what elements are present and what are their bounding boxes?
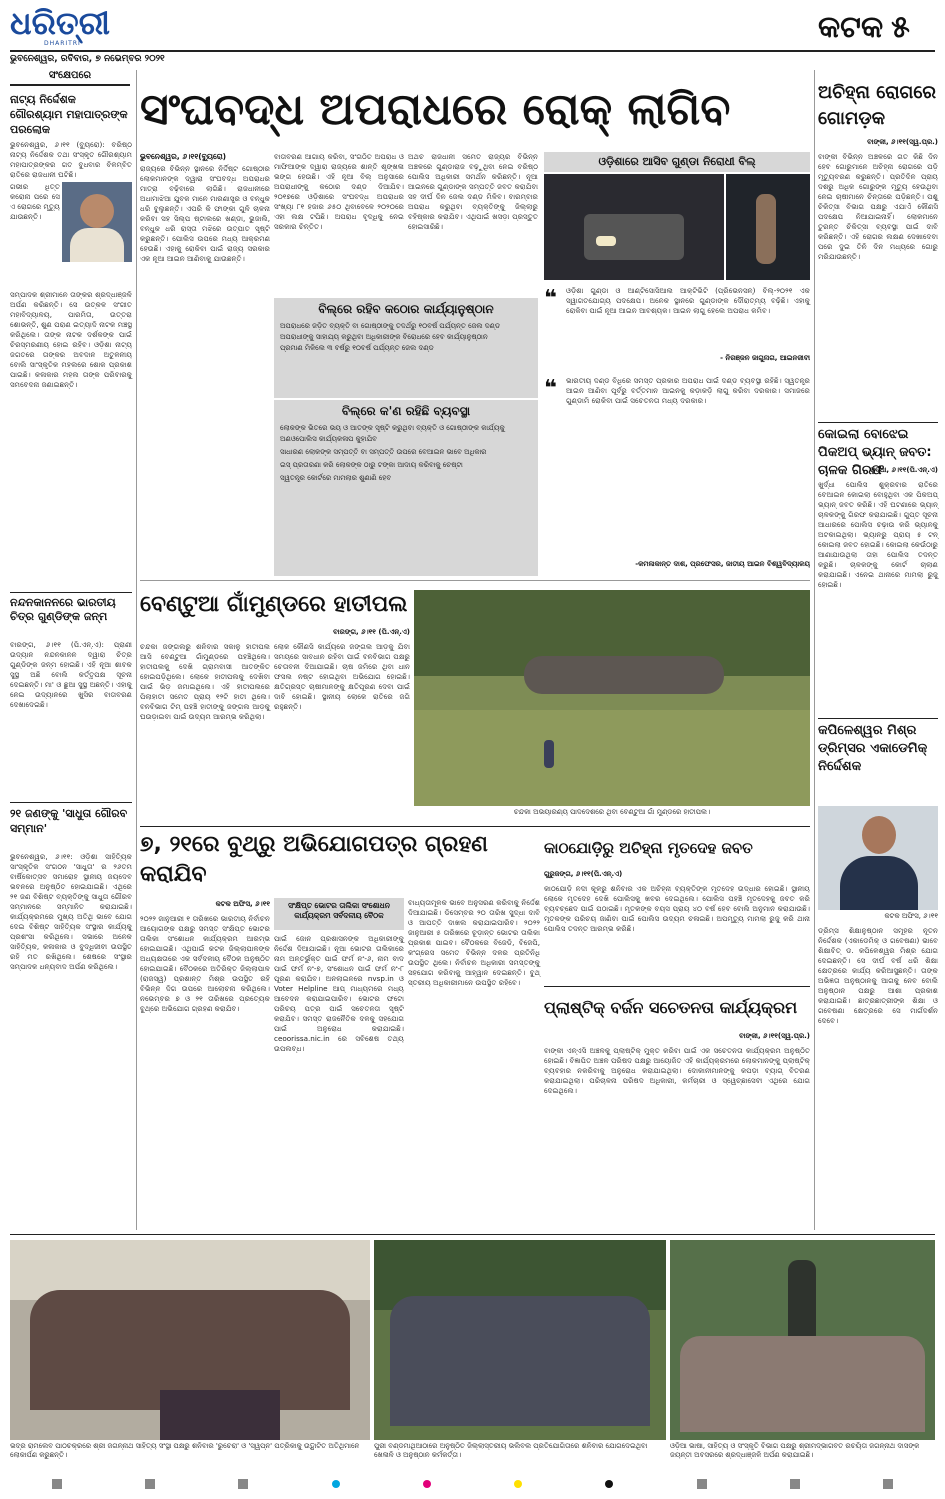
obituary-photo xyxy=(62,182,132,262)
middle-divider xyxy=(140,826,810,827)
booth-headline: ୭, ୨୧ରେ ବୁଥ୍‌ରୁ ଅଭିଯୋଗପତ୍ର ଗ୍ରହଣ କରାଯିବ xyxy=(140,832,488,887)
lead-headline: ସଂଘବଦ୍ଧ ଅପରାଧରେ ରୋକ୍ ଲାଗିବ xyxy=(140,84,731,135)
section-title: କଟକ xyxy=(818,9,884,45)
registration-mark xyxy=(697,1479,707,1489)
booth-sub-box: ସଂକ୍ଷିପ୍ତ ଭୋଟର ତାଲିକା ସଂଶୋଧନ କାର୍ଯ୍ୟକ୍ରମ ସର୍ବଦଳୀୟ ବୈଠକ xyxy=(274,898,404,930)
team-group xyxy=(390,1296,650,1426)
portrait-figure xyxy=(80,194,114,228)
right-mid-headline: କୋଇଲା ବୋଝେଇ ପିକଅପ୍ ଭ୍ୟାନ୍ ଜବତ: ଚାଳକ ଗିରଫ xyxy=(818,427,932,478)
lead-col1: ରାଜ୍ୟରେ ବିଭିନ୍ନ ସ୍ଥାନରେ ନିର୍ଦ୍ଦିଷ୍ଟ ଗୋଷ୍ଠୀର ଲୋକମାନଙ୍କ ଦ୍ୱାରା ସଂଘବଦ୍ଧ ଅପରାଧର ମାତ୍ରା ବଢ଼ିବାରେ ଲାଗିଛି। ରାଜଧାନୀରେ ଅଧାମାଝିଆ ଯୁବକ ମାନେ ମାରଣାସ୍ତ୍ର ଓ ବନ୍ଧୁକ ଧରି ବୁଲୁଛନ୍ତି। ଏପରି କି ଫାଙ୍କା ଗୁଳି ଚାଳନା କରିବା ସହ ସିଲ୍ପ ଷ୍ଟାଲରେ ଖଣ୍ଡା, ଭୁଜାଲି, ବନ୍ଧୁକ ଧରି ରାସ୍ତା ମଝିରେ ଉତ୍ପାତ ସୃଷ୍ଟି କରୁଛନ୍ତି। ପୋଲିସ ଉପରେ ମଧ୍ୟ ଆକ୍ରମଣ ହେଉଛି। ଏହାକୁ ରୋକିବା ପାଇଁ ରାଜ୍ୟ ସରକାର ଏକ ନୂଆ ଆଇନ ଆଣିବାକୁ ଯାଉଛନ୍ତି। xyxy=(140,164,270,263)
elephant-caption: ଚନ୍ଦକା ଅଭୟାରଣ୍ୟ ପାଦଦେଶରେ ଥିବା ବେଣ୍ଟୁଆ ଗାଁ ମୁଣ୍ଡରେ ହାତୀପଲ। xyxy=(513,808,711,816)
director-head xyxy=(862,816,896,854)
right-low-divider xyxy=(818,718,938,719)
section-name xyxy=(818,8,938,46)
event-photo-3 xyxy=(670,1240,935,1440)
lead-dateline: ଭୁବନେଶ୍ୱର, ୬।୧୧(ବ୍ୟୁରୋ) xyxy=(140,152,227,161)
dateline: ଭୁବନେଶ୍ୱର, ରବିବାର, ୭ ନଭେମ୍ବର ୨୦୨୧ xyxy=(10,54,165,64)
katha-body: କାଠଯୋଡ଼ି ନଦୀ କୂଳରୁ ଶନିବାର ଏକ ଅଚିହ୍ନା ବ୍ୟକ୍ତିଙ୍କ ମୃତଦେହ ଉଦ୍ଧାର ହୋଇଛି। ସ୍ଥାନୀୟ ଲୋକେ ମୃତଦେହ ଦେଖି ପୋଲିସକୁ ଖବର ଦେଇଥିଲେ। ପୋଲିସ ପହଞ୍ଚି ମୃତଦେହକୁ ଜବତ କରି ବ୍ୟବଚ୍ଛେଦ ପାଇଁ ପଠାଇଛି। ମୃତକଙ୍କ ବୟସ ପ୍ରାୟ ୪୦ ବର୍ଷ ହେବ ବୋଲି ଅନୁମାନ କରାଯାଉଛି। ମୃତକଙ୍କ ପରିଚୟ ଜାଣିବା ପାଇଁ ପୋଲିସ ଉଦ୍ୟମ ଚଳାଇଛି। ଅପମୃତ୍ୟୁ ମାମଲା ରୁଜୁ କରି ଥାନା ପୋଲିସ ତଦନ୍ତ ଆରମ୍ଭ କରିଛି। xyxy=(544,884,810,933)
logo xyxy=(10,4,130,48)
portrait-shirt xyxy=(70,228,124,262)
box1-item: ଅପରାଧୀଙ୍କୁ ସାହାଯ୍ୟ କରୁଥିବା ଅଧିକାରୀଙ୍କ ବିରୋଧରେ ହେବ କାର୍ଯ୍ୟାନୁଷ୍ଠାନ xyxy=(280,333,488,341)
brief2-headline: ନନ୍ଦନକାନନରେ ଭାରତୀୟ ଚିତ୍ର ଗୁଣ୍ଡିଙ୍କ ଜନ୍ମ xyxy=(10,596,116,623)
quote2-text: ଭାରତୀୟ ଦଣ୍ଡ ବିଧିରେ ସମସ୍ତ ପ୍ରକାର ଅପରାଧ ପାଇଁ ଦଣ୍ଡ ବ୍ୟବସ୍ଥା ରହିଛି। ସ୍ୱତନ୍ତ୍ର ଆଇନ ଆଣିବା ପୂର୍ବରୁ ବର୍ତ୍ତମାନ ଆଇନକୁ କଡ଼ାକଡ଼ି ଲାଗୁ କରିବା ଦରକାର। ସମାଜରେ ଗୁଣ୍ଡାମି ରୋକିବା ପାଇଁ ସଚେତନତା ମଧ୍ୟ ଦରକାର। xyxy=(566,376,810,405)
logo-wordmark: ଧରିତ୍ରୀ xyxy=(10,4,110,42)
photo-caption-2: ପୁରୀ ବଣ୍ଡମାଥିଆଠାରେ ଅନୁଷ୍ଠିତ ଜିଲ୍ଲାସ୍ତରୀୟ ଭଲିବଲ ପ୍ରତିଯୋଗିତାରେ ଶନିବାର ଯୋଗଦେଇଥିବା ଖେଳାଳି ଓ ଅନୁଷ୍ଠାନ କର୍ମକର୍ତ୍ତା। xyxy=(374,1442,648,1459)
brief-body-top: ଭୁବନେଶ୍ୱର, ୬।୧୧ (ବ୍ୟୁରୋ): ବରିଷ୍ଠ ନାଟ୍ୟ ନିର୍ଦ୍ଦେଶକ ତଥା ସଂସ୍କୃତ ଗୌରଶ୍ୟାମ ମହାପାତ୍ରଙ୍କର ଗତ ବୁଧବାର ବିଳମ୍ବିତ ରାତିରେ ରାଜଧାନୀ ଘଟିଛି। xyxy=(10,140,132,179)
cyan-mark xyxy=(332,1480,340,1488)
brief3-divider xyxy=(10,802,132,803)
right-low-body: ଡ୍ରିମ୍ସ ଶିକ୍ଷାନୁଷ୍ଠାନ ସମୂହର ନୂତନ ନିର୍ଦ୍ଦେଶକ (ଏକାଡେମିକ୍ ଓ ଗବେଷଣା) ଭାବେ ଶିକ୍ଷାବିତ୍ ଡ. କପିଳେଶ୍ୱର ମିଶ୍ର ଯୋଗ ଦେଇଛନ୍ତି। ସେ ଦୀର୍ଘ ବର୍ଷ ଧରି ଶିକ୍ଷା କ୍ଷେତ୍ରରେ କାର୍ଯ୍ୟ କରିଆସୁଛନ୍ତି। ତାଙ୍କ ଅଭିଜ୍ଞତା ଅନୁଷ୍ଠାନକୁ ଆଗକୁ ନେବ ବୋଲି ଅନୁଷ୍ଠାନ ପକ୍ଷରୁ ଆଶା ପ୍ରକାଶ କରାଯାଇଛି। ଛାତ୍ରଛାତ୍ରୀଙ୍କ ଶିକ୍ଷା ଓ ଗବେଷଣା କ୍ଷେତ୍ରରେ ସେ ମାର୍ଗଦର୍ଶନ ଦେବେ। xyxy=(818,926,938,1025)
table-cloth xyxy=(160,1390,280,1440)
registration-mark xyxy=(790,1479,800,1489)
lead-photo-right xyxy=(726,174,810,280)
plastic-dateline: ବାଙ୍କୀ, ୬।୧୧(ସ୍ୱ.ପ୍ର.) xyxy=(739,1032,810,1040)
black-mark xyxy=(605,1480,613,1488)
katha-dateline: ଗୁରୁଜଙ୍ଗ, ୬।୧୧(ପି.ଏନ୍.ଏ) xyxy=(544,870,623,878)
brief3-headline: ୨୧ ଜଣଙ୍କୁ 'ସାଧୁତା ଗୌରବ ସମ୍ମାନ' xyxy=(10,807,128,835)
director-photo-caption: କଟକ ଅଫିସ, ୬।୧୧ xyxy=(884,912,938,920)
plastic-divider xyxy=(544,986,810,987)
right-low-headline: କପିଳେଶ୍ୱର ମିଶ୍ର ଡ୍ରିମ୍ସର ଏକାଡେମିକ୍ ନିର୍ଦ୍ଦେଶକ xyxy=(818,723,928,774)
logo-english: DHARITRI xyxy=(44,40,81,47)
brief-body-bottom: ସମ୍ପାଦକ ଶ୍ରୀମାନେ ତାଙ୍କର ଶ୍ରଦ୍ଧାଞ୍ଜଳି ଅର୍ପଣ କରିଛନ୍ତି। ସେ ଉତ୍କଳ ସଂଗୀତ ମହାବିଦ୍ୟାଳୟ, ପାରମିତା, ଉତ୍ତରା ଶୋଭନ୍ତି, ଶୁଣ ପରାଣ ଇତ୍ୟାଦି ନାଟକ ମଞ୍ଚସ୍ଥ କରିଥିଲେ। ତାଙ୍କ ନାଟକ ଦର୍ଶକଙ୍କ ପାଇଁ ଚିରସ୍ମରଣୀୟ ହୋଇ ରହିବ। ଓଡ଼ିଶା ନାଟ୍ୟ ଜଗତରେ ତାଙ୍କର ଅବଦାନ ଅତୁଳନୀୟ ବୋଲି ସାଂସ୍କୃତିକ ମହଲରେ ଶୋକ ପ୍ରକାଶ ପାଇଛି। କଳାକାର ମହଲ ତାଙ୍କ ପରିବାରକୁ ସମବେଦନା ଜଣାଇଛନ୍ତି। xyxy=(10,290,132,389)
event-photo-1 xyxy=(10,1240,370,1440)
right-mid-divider xyxy=(818,422,938,423)
elephant-body: ଚନ୍ଦକା ଜଙ୍ଗଲରୁ ଶନିବାର ସକାଳୁ ହାତୀପଲ ଆସି ବେଣ୍ଟୁଆ ଗାଁମୁଣ୍ଡରେ ପହଞ୍ଚିଥିଲେ। ହାତୀପଲକୁ ଦେଖି ଗ୍ରାମବାସୀ ଆତଙ୍କିତ ହୋଇପଡ଼ିଥିଲେ। ଲୋକେ ହାତୀପଲକୁ ଦେଖିବା ପାଇଁ ଭିଡ଼ ଜମାଇଥିଲେ। ଏହି ହାତୀପଲରେ ପିଲାହାତୀ ସମେତ ପ୍ରାୟ ୧୨ଟି ହାତୀ ଥିଲେ। ବନବିଭାଗ ଟିମ୍ ପହଞ୍ଚି ହାତୀଙ୍କୁ ଜଙ୍ଗଲ ଆଡ଼କୁ ଘଉଡ଼ାଇବା ପାଇଁ ଉଦ୍ୟମ ଆରମ୍ଭ କରିଥିଲା। xyxy=(140,642,270,721)
page-number: ୫ xyxy=(891,9,910,45)
headlight-glow xyxy=(596,236,616,246)
quote1-attribution: - ନିରଞ୍ଜନ ଜାଗୁନାଗ, ଆଇନଜୀବୀ xyxy=(720,354,810,362)
director-photo xyxy=(818,806,938,910)
registration-mark xyxy=(52,1479,62,1489)
lead-photo-left xyxy=(544,174,724,280)
brief2-body: ବାରଙ୍ଗ, ୬।୧୧ (ପି.ଏନ୍.ଏ): ପ୍ରାଣୀ ଉଦ୍ୟାନ ନନ୍ଦନକାନନ ଦ୍ୱାରା ଚିତ୍ର ଗୁଣ୍ଡିଙ୍କ ଜନ୍ମ ହୋଇଛି। ଏହି ନୂଆ ଶାବକ ସୁସ୍ଥ ଅଛି ବୋଲି କର୍ତ୍ତୃପକ୍ଷ ସୂଚନା ଦେଇଛନ୍ତି। ମା' ଓ ଛୁଆ ସୁସ୍ଥ ଅଛନ୍ତି। ଏହାକୁ ନେଇ ଉଦ୍ୟାନରେ ଖୁସିର ବାତାବରଣ ଦେଖାଦେଇଛି। xyxy=(10,640,132,709)
right-top-body: ବାଙ୍କୀ ବିଭିନ୍ନ ଅଞ୍ଚଳରେ ଗତ କିଛି ଦିନ ହେବ ଗୋରୁମାନେ ଅଚିହ୍ନା ରୋଗରେ ପଡ଼ି ମୃତ୍ୟୁବରଣ କରୁଛନ୍ତି। ପ୍ରତିଦିନ ପ୍ରାୟ ଦଶରୁ ଅଧିକ ଗୋରୁଙ୍କ ମୃତ୍ୟୁ ହେଉଥିବା ନେଇ ଚାଷୀମାନେ ଚିନ୍ତାରେ ପଡ଼ିଛନ୍ତି। ପଶୁ ଚିକିତ୍ସା ବିଭାଗ ପକ୍ଷରୁ ଏଯାଏଁ କୌଣସି ପଦକ୍ଷେପ ନିଆଯାଇନାହିଁ। ଲୋକମାନେ ତୁରନ୍ତ ଚିକିତ୍ସା ବ୍ୟବସ୍ଥା ପାଇଁ ଦାବି କରିଛନ୍ତି। ଏହି ରୋଗର ଲକ୍ଷଣ ଦେଖାଦେବା ପରେ ଦୁଇ ତିନି ଦିନ ମଧ୍ୟରେ ଗୋରୁ ମରିଯାଉଛନ୍ତି। xyxy=(818,152,938,261)
registration-mark xyxy=(238,1479,248,1489)
right-column-rule xyxy=(814,70,815,1230)
booth-col2: ପାଇଁ ଜୋନ ପ୍ରଶାସନଙ୍କ ଅଧିକାରୀଙ୍କୁ ନିର୍ଦ୍ଦେଶ ଦିଆଯାଇଛି। ନୂଆ ଭୋଟର ତାଲିକାରେ ନାମ ଅନ୍ତର୍ଭୁକ୍ତ ପାଇଁ ଫର୍ମ ନଂ-୬, ନାମ ବାଦ ପାଇଁ ଫର୍ମ ନଂ-୭, ସଂଶୋଧନ ପାଇଁ ଫର୍ମ ନଂ-୮ ପୂରଣ କରାଯିବ। ଅନଲାଇନରେ nvsp.in ଓ Voter Helpline ଆପ୍ ମାଧ୍ୟମରେ ମଧ୍ୟ ଆବେଦନ କରାଯାଇପାରିବ। ଭୋଟର ଫଟୋ ପରିଚୟ ପତ୍ର ପାଇଁ ସଚେତନତା ସୃଷ୍ଟି କରାଯିବ। ସମସ୍ତ ରାଜନୈତିକ ଦଳକୁ ସହଯୋଗ ପାଇଁ ଅନୁରୋଧ କରାଯାଇଛି। ceoorissa.nic.in ରେ ସବିଶେଷ ତଥ୍ୟ ଉପଲବ୍ଧ। xyxy=(274,934,404,1053)
quote2-mark: ❝ xyxy=(544,376,557,401)
elephant-photo xyxy=(414,590,810,806)
visitors-group xyxy=(680,1336,925,1432)
booth-dateline: କଟକ ଅଫିସ, ୬।୧୧ xyxy=(215,900,270,908)
registration-mark xyxy=(145,1479,155,1489)
brief-headline: ନାଟ୍ୟ ନିର୍ଦ୍ଦେଶକ ଗୌରଶ୍ୟାମ ମହାପାତ୍ରଙ୍କ ପରଲୋକ xyxy=(10,93,128,136)
box2-item: ସ୍ୱତନ୍ତ୍ର କୋର୍ଟରେ ମାମଲାର ଶୁଣାଣି ହେବ xyxy=(280,474,392,482)
left-column-rule xyxy=(136,70,137,1230)
elephant-headline: ବେଣ୍ଟୁଆ ଗାଁମୁଣ୍ଡରେ ହାତୀପଲ xyxy=(140,592,408,617)
brief-divider xyxy=(10,592,132,593)
plastic-body: ବାଙ୍କୀ ଏନ୍‌ଏସି ଅଞ୍ଚଳକୁ ପ୍ଲାଷ୍ଟିକ୍ ମୁକ୍ତ କରିବା ପାଇଁ ଏକ ସଚେତନତା କାର୍ଯ୍ୟକ୍ରମ ଅନୁଷ୍ଠିତ ହୋଇଛି। ବିଜ୍ଞାପିତ ଅଞ୍ଚଳ ପରିଷଦ ପକ୍ଷରୁ ଆୟୋଜିତ ଏହି କାର୍ଯ୍ୟକ୍ରମରେ ଲୋକମାନଙ୍କୁ ପ୍ଲାଷ୍ଟିକ୍ ବ୍ୟବହାର ନକରିବାକୁ ଅନୁରୋଧ କରାଯାଇଥିଲା। ଦୋକାନୀମାନଙ୍କୁ କପଡ଼ା ବ୍ୟାଗ୍ ବିତରଣ କରାଯାଇଥିଲା। ପରିଚାଳନା ପରିଷଦ ଅଧିକାରୀ, କର୍ମଚାରୀ ଓ ସ୍ୱେଚ୍ଛାସେବୀ ଏଥିରେ ଯୋଗ ଦେଇଥିଲେ। xyxy=(544,1046,810,1095)
box1-item: ଅପରାଧରେ ଜଡ଼ିତ ବ୍ୟକ୍ତି ବା ଗୋଷ୍ଠୀଙ୍କୁ ତଦର୍ଥରୁ ୧୦ବର୍ଷ ପର୍ଯ୍ୟନ୍ତ ଜେଲ ଦଣ୍ଡ xyxy=(280,322,501,330)
lead-box2 xyxy=(274,400,538,576)
elephant-herd xyxy=(524,656,724,694)
magenta-mark xyxy=(423,1480,431,1488)
katha-headline: କାଠଯୋଡ଼ିରୁ ଅଚିହ୍ନା ମୃତଦେହ ଜବତ xyxy=(544,839,753,857)
booth-col1: ୨୦୨୨ ଜାନୁଆରୀ ୧ ତାରିଖରେ ଭାରତୀୟ ନିର୍ବାଚନ ଆୟୋଗଙ୍କ ପକ୍ଷରୁ ସମସ୍ତ ସଂକ୍ଷିପ୍ତ ଭୋଟର ତାଲିକା ସଂଶୋଧନ କାର୍ଯ୍ୟକ୍ରମ ଆରମ୍ଭ ହୋଇଯାଇଛି। ଏଥିପାଇଁ କଟକ ଜିଲ୍ଲାପାଳଙ୍କ ଅଧ୍ୟକ୍ଷତାରେ ଏକ ସର୍ବଦଳୀୟ ବୈଠକ ଅନୁଷ୍ଠିତ ହୋଇଯାଇଛି। ବୈଠକରେ ଅତିରିକ୍ତ ଜିଲ୍ଲାପାଳ (ରାଜସ୍ୱ) ପ୍ରଶାନ୍ତ ମିଶ୍ର ଉପସ୍ଥିତ ରହି ବିଭିନ୍ନ ଦିଗ ଉପରେ ଆଲୋଚନା କରିଥିଲେ। ନଭେମ୍ବର ୭ ଓ ୨୧ ତାରିଖରେ ପ୍ରତ୍ୟେକ ବୁଥ୍‌ରେ ଅଭିଯୋଗ ଗ୍ରହଣ କରାଯିବ। xyxy=(140,914,270,1013)
box2-item: ଲୋକଙ୍କ ଭିତରେ ଭୟ ଓ ଆତଙ୍କ ସୃଷ୍ଟି କରୁଥିବା ବ୍ୟକ୍ତି ଓ ଗୋଷ୍ଠୀଙ୍କ କାର୍ଯ୍ୟକୁ ଅଣଓପୋଲିସ କାର୍ଯ୍ୟକଳାପ କୁହାଯିବ xyxy=(280,424,505,443)
quote1-mark: ❝ xyxy=(544,286,557,311)
lead-kicker: ଓଡ଼ିଶାରେ ଆସିବ ଗୁଣ୍ଡା ନିରୋଧୀ ବିଲ୍ xyxy=(544,152,810,172)
quote1-text: ଓଡ଼ିଶା ଗୁଣ୍ଡା ଓ ଆଣ୍ଟିସୋସିଆଲ ଆକ୍ଟିଭିଟି (ପ୍ରିଭେନସନ୍) ବିଲ୍-୨୦୨୧ ଏକ ସ୍ୱାଗତଯୋଗ୍ୟ ପଦକ୍ଷେପ। ଅନେକ ସ୍ଥାନରେ ଗୁଣ୍ଡାଙ୍କ ଦୌରାତ୍ମ୍ୟ ବଢ଼ିଛି। ଏହାକୁ ରୋକିବା ପାଇଁ ନୂଆ ଆଇନ ଆବଶ୍ୟକ। ଆଇନ ଲାଗୁ ହେଲେ ଅପରାଧ କମିବ। xyxy=(566,286,810,315)
field xyxy=(414,710,810,806)
elephant-dateline: ବାରଙ୍ଗ, ୬।୧୧ (ପି.ଏନ୍.ଏ) xyxy=(333,628,410,636)
print-registration-strip xyxy=(10,1476,935,1492)
box2-item: ସାଧାରଣ ଲୋକଙ୍କ ସମ୍ପତ୍ତି ବା ସମ୍ପତ୍ତି ଉପରେ ବେଆଇନ ଭାବେ ଅଧିକାର xyxy=(280,448,487,456)
brief3-body: ଭୁବନେଶ୍ୱର, ୬।୧୧: ଓଡ଼ିଶା ସାହିତ୍ୟିକ ସାଂସ୍କୃତିକ ସଂଗଠନ 'ସାଧୁତା' ର ୨୬ତମ ବାର୍ଷିକୋତ୍ସବ ସମାରୋହ ସ୍ଥାନୀୟ ଜୟଦେବ ଭବନରେ ଅନୁଷ୍ଠିତ ହୋଇଯାଇଛି। ଏଥିରେ ୨୧ ଜଣ ବିଶିଷ୍ଟ ବ୍ୟକ୍ତିଙ୍କୁ ସାଧୁତା ଗୌରବ ସମ୍ମାନରେ ସମ୍ମାନିତ କରାଯାଇଛି। କାର୍ଯ୍ୟକ୍ରମରେ ମୁଖ୍ୟ ଅତିଥି ଭାବେ ଯୋଗ ଦେଇ ବିଶିଷ୍ଟ ସାହିତ୍ୟିକ ସଂସ୍ଥାର କାର୍ଯ୍ୟକୁ ପ୍ରଶଂସା କରିଥିଲେ। ସଭାରେ ଅନେକ ସାହିତ୍ୟିକ, କଳାକାର ଓ ବୁଦ୍ଧିଜୀବୀ ଉପସ୍ଥିତ ରହି ମତ ରଖିଥିଲେ। ଶେଷରେ ସଂସ୍ଥାର ସମ୍ପାଦକ ଧନ୍ୟବାଦ ଅର୍ପଣ କରିଥିଲେ। xyxy=(10,852,132,971)
quote2-attribution: -କମଳାକାନ୍ତ ଦାଶ, ପ୍ରଫେସର, ଜାତୀୟ ଆଇନ ବିଶ୍ୱବିଦ୍ୟାଳୟ xyxy=(635,560,810,568)
boy-figure xyxy=(544,740,554,768)
box1-title: ବିଲ୍‌ରେ ରହିବ କଠୋର କାର୍ଯ୍ୟାନୁଷ୍ଠାନ xyxy=(318,302,494,316)
lead-box1 xyxy=(274,298,538,398)
registration-mark xyxy=(883,1479,893,1489)
brief-body-side: ଗଭୀର ଧିତ୍ତ କରୋନା ପରେ ସେ ଏ ରୋଗରେ ମୃତ୍ୟୁ ଯାଉଛନ୍ତି। xyxy=(10,182,60,221)
photo-band-rule xyxy=(10,1234,935,1235)
booth-col3: ବାଧ୍ୟତାମୂଳକ ଭାବେ ଅନୁସରଣ କରିବାକୁ ନିର୍ଦ୍ଦେଶ ଦିଆଯାଇଛି। ଡିସେମ୍ବର ୨୦ ତାରିଖ ସୁଦ୍ଧା ଦାବି ଓ ଆପତ୍ତି ଦାଖଲ କରାଯାଇପାରିବ। ୨୦୨୨ ଜାନୁଆରୀ ୫ ତାରିଖରେ ଚୂଡ଼ାନ୍ତ ଭୋଟର ତାଲିକା ପ୍ରକାଶ ପାଇବ। ବୈଠକରେ ବିଜେଡି, ବିଜେପି, କଂଗ୍ରେସ ସମେତ ବିଭିନ୍ନ ଦଳର ପ୍ରତିନିଧି ଉପସ୍ଥିତ ଥିଲେ। ନିର୍ବାଚନ ଅଧିକାରୀ ସମସ୍ତଙ୍କୁ ସହଯୋଗ କରିବାକୁ ଆହ୍ୱାନ ଦେଇଛନ୍ତି। ବୁଥ୍ ସ୍ତରୀୟ ଅଧିକାରୀମାନେ ଉପସ୍ଥିତ ରହିବେ। xyxy=(408,898,540,987)
right-mid-dateline: ଖୁର୍ଦ୍ଧା, ୬।୧୧(ପି.ଏନ୍.ଏ) xyxy=(870,466,938,474)
right-top-headline: ଅଚିହ୍ନା ରୋଗରେ ଗୋମଡ଼କ xyxy=(818,82,937,129)
box2-title: ବିଲ୍‌ରେ କ'ଣ ରହିଛି ବ୍ୟବସ୍ଥା xyxy=(341,404,471,418)
box1-item: ପ୍ରମାଣ ମିଳିଲେ ୩ ବର୍ଷରୁ ୧୦ବର୍ଷ ପର୍ଯ୍ୟନ୍ତ ଜେଲ ଦଣ୍ଡ xyxy=(280,344,434,352)
lead-col2: ବାତାବରଣ ଆଗାୟ କରିବା, ସଂଗଠିତ ଅପରାଧ ଓ ମାଫିଆଙ୍କ ଦ୍ୱାରା ରାଜ୍ୟରେ ଶାନ୍ତି ଶୃଙ୍ଖଳା ଭଙ୍ଗ ହେଉଛି। ଏହି ନୂଆ ବିଲ୍ ଅନୁସାରେ ଅପରାଧୀଙ୍କୁ କଠୋର ଦଣ୍ଡ ଦିଆଯିବ। ୨୦୧୭ରେ ଓଡ଼ିଶାରେ ସଂଘବଦ୍ଧ ଅପରାଧର ସଂଖ୍ୟା ୮୧ ହଜାର ୬୫୦ ଥିବାବେଳେ ୨୦୨୦ରେ ଏହା ଲକ୍ଷ ଟପିଛି। ଅପରାଧ ବୃଦ୍ଧିକୁ ନେଇ ସରକାର ଚିନ୍ତିତ। xyxy=(274,152,404,231)
plastic-headline: ପ୍ଲାଷ୍ଟିକ୍ ବର୍ଜନ ସଚେତନତା କାର୍ଯ୍ୟକ୍ରମ xyxy=(544,998,798,1017)
box2-item: ଇସ୍ ପ୍ରତାରଣା କରି ଲୋକଙ୍କ ଠାରୁ ଟଙ୍କା ଆଦାୟ କରିବାକୁ ଚେଷ୍ଟା xyxy=(280,461,463,469)
lead-col3: ଅଥଚ ରାଜଧାନୀ ସମେତ ରାଜ୍ୟର ବିଭିନ୍ନ ଅଞ୍ଚଳରେ ଗୁଣ୍ଡାରାଜ ବଢ଼ୁଥିବା ନେଇ ବରିଷ୍ଠ ପୋଲିସ ଅଧିକାରୀ ସମର୍ଥନ କରିଛନ୍ତି। ନୂଆ ଆଇନରେ ଗୁଣ୍ଡାଙ୍କ ସମ୍ପତ୍ତି ଜବତ କରାଯିବା ସହ ଦୀର୍ଘ ଦିନ ଜେଲ ଦଣ୍ଡ ମିଳିବ। ବାରମ୍ବାର ଅପରାଧ କରୁଥିବା ବ୍ୟକ୍ତିଙ୍କୁ ଜିଲ୍ଲାରୁ ବହିଷ୍କାର କରାଯିବ। ଏଥିପାଇଁ ଖସଡ଼ା ପ୍ରସ୍ତୁତ ହୋଇସାରିଛି। xyxy=(408,152,538,231)
elephant-body2: ଲୋକ କୌଣସି କାର୍ଯ୍ୟରେ ଜଙ୍ଗଲ ଆଡ଼କୁ ଯିବା ସମୟରେ ସାବଧାନ ରହିବା ପାଇଁ ବନବିଭାଗ ପକ୍ଷରୁ ଚେତାବନୀ ଦିଆଯାଇଛି। ଚାଷ ଜମିରେ ଥିବା ଧାନ ଫସଲ ନଷ୍ଟ ହୋଇଥିବା ଅଭିଯୋଗ ହୋଇଛି। କ୍ଷତିଗ୍ରସ୍ତ ଚାଷୀମାନଙ୍କୁ କ୍ଷତିପୂରଣ ଦେବା ପାଇଁ ଦାବି ହୋଇଛି। ସ୍ଥାନୀୟ ଲୋକେ ରାତିରେ ଜଗି ରହୁଛନ୍ତି। xyxy=(274,642,410,711)
figure-shape xyxy=(756,194,776,264)
photo-caption-1: ଭଦ୍ର ରାମଲେବ ପାଠଚକ୍ରରେ ଶ୍ରୀ ଜଗନ୍ନାଥ ସାହିତ୍ୟ ସଂସ୍ଥା ପକ୍ଷରୁ ଶନିବାର 'ରୁଚେରା' ଓ 'ସ୍ୱପ୍ନ' ପତ୍ରିକାକୁ ଉଦ୍ଘାଟିତ ଅତିଥିମାନେ ଲୋକାର୍ପଣ କରୁଛନ୍ତି। xyxy=(10,1442,360,1459)
lead-bottom-rule xyxy=(140,580,810,581)
director-suit xyxy=(840,856,918,910)
masthead-rule xyxy=(10,50,935,52)
yellow-mark xyxy=(514,1480,522,1488)
photo-caption-3: ଓଡ଼ିଆ ଭାଷା, ସାହିତ୍ୟ ଓ ସଂସ୍କୃତି ବିଭାଗ ପକ୍ଷରୁ ଶ୍ରୀମଦ୍ଭାଗବତ ରଚୟିତା ଜଗନ୍ନାଥ ଦାସଙ୍କ ଜୟନ୍ତୀ ଅବସରରେ ଶ୍ରଦ୍ଧାଞ୍ଜଳି ଅର୍ପଣ କରାଯାଇଛି। xyxy=(670,1442,920,1459)
right-mid-body: ଖୁର୍ଦ୍ଧା ପୋଲିସ ଶୁକ୍ରବାର ରାତିରେ ବେଆଇନ କୋଇଲା ବୋହୁଥିବା ଏକ ପିକଅପ୍ ଭ୍ୟାନ୍ ଜବତ କରିଛି। ଏହି ଘଟଣାରେ ଭ୍ୟାନ୍ ଚାଳକଙ୍କୁ ଗିରଫ କରାଯାଇଛି। ଗୁପ୍ତ ସୂଚନା ଆଧାରରେ ପୋଲିସ ଚଢ଼ାଉ କରି ଭ୍ୟାନକୁ ଅଟକାଇଥିଲା। ଭ୍ୟାନରୁ ପ୍ରାୟ ୫ ଟନ୍ କୋଇଲା ଜବତ ହୋଇଛି। କୋଇଲା କେଉଁଠାରୁ ଆଣାଯାଉଥିଲା ତାହା ପୋଲିସ ତଦନ୍ତ କରୁଛି। ଚାଳକଙ୍କୁ କୋର୍ଟ ଚାଲାଣ କରାଯାଇଛି। ଏନେଇ ଥାନାରେ ମାମଲା ରୁଜୁ ହୋଇଛି। xyxy=(818,480,938,589)
event-photo-2 xyxy=(374,1240,666,1440)
right-top-dateline: ବାଙ୍କୀ, ୬।୧୧(ସ୍ୱ.ପ୍ର.) xyxy=(867,138,938,146)
brief-label: ସଂକ୍ଷେପରେ xyxy=(10,70,130,86)
